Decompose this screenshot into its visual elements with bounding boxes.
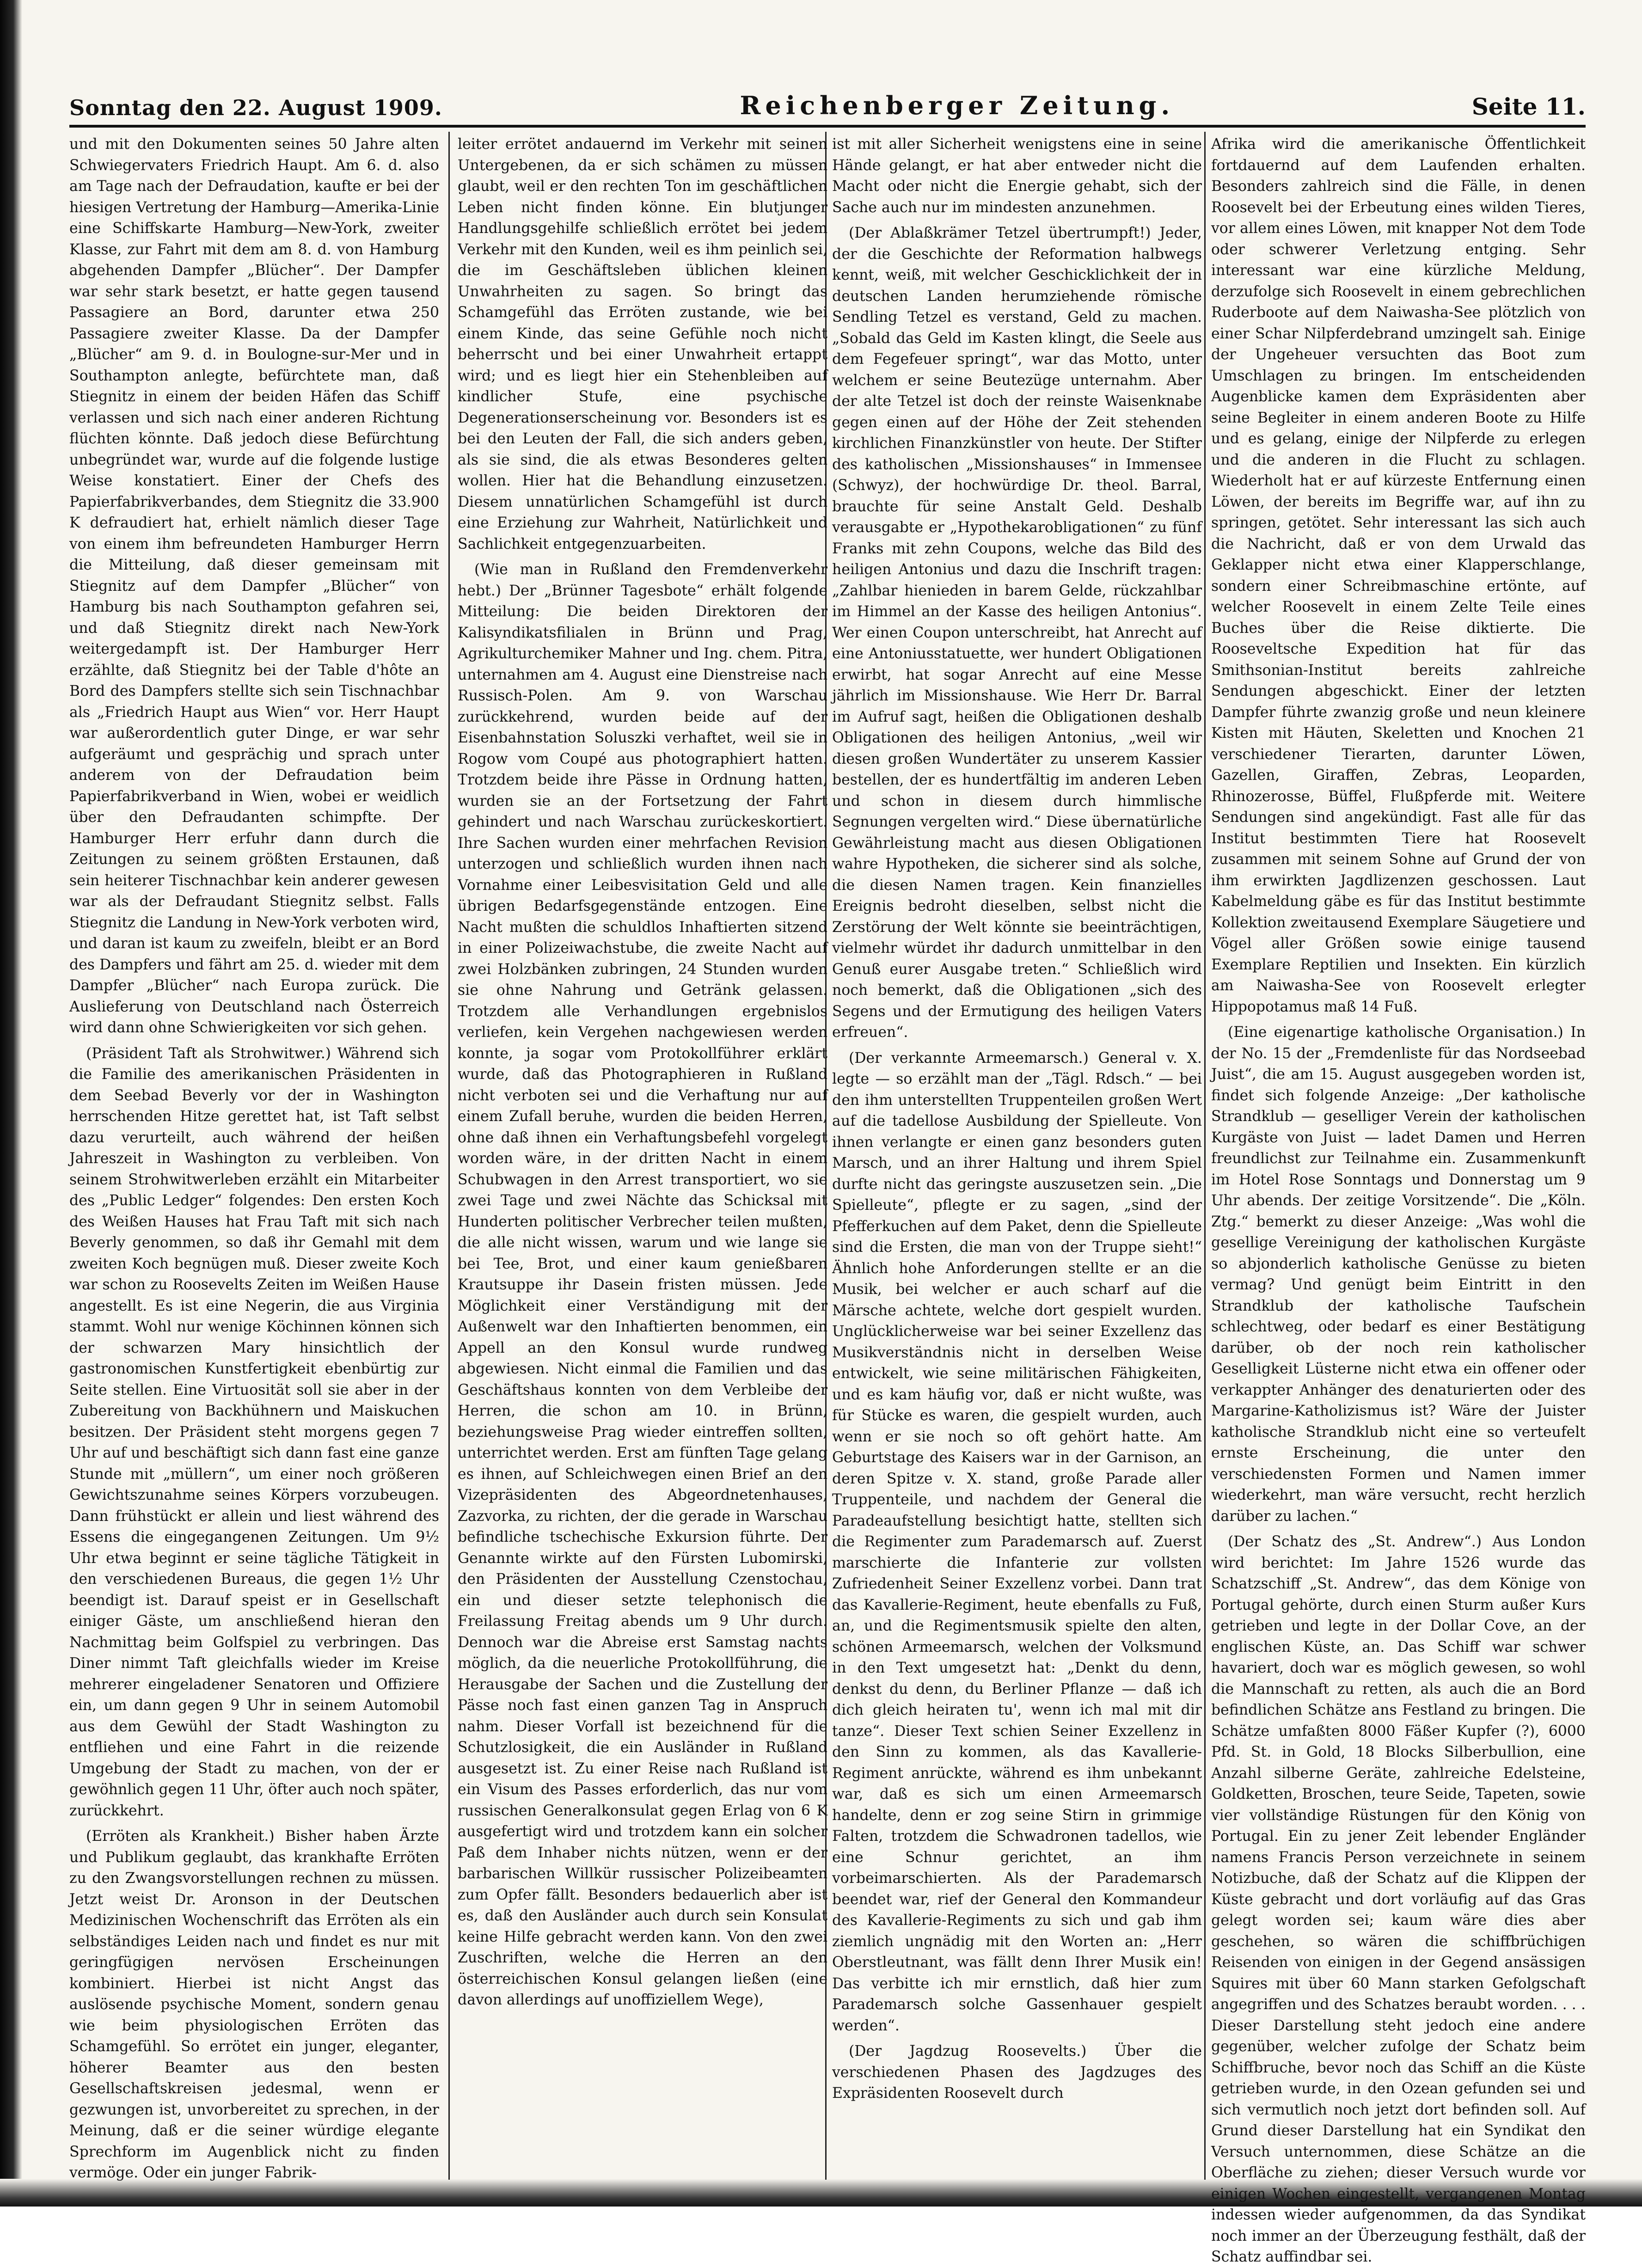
- article-paragraph: (Erröten als Krankheit.) Bisher haben Ärzte und Publikum geglaubt, das krankhafte Erröten zu den Zwangsvorstellungen rechnen zu müssen. Jetzt weist Dr. Aronson in der Deutschen Medizinischen Wochenschrift das Erröten als ein selbständiges Leiden nach und findet es nur mit geringfügigen nervösen Erscheinungen kombiniert. Hierbei ist nicht Angst das auslösende psychische Moment, sondern genau wie beim physiologischen Erröten das Schamgefühl. So errötet ein junger, eleganter, höherer Beamter aus den besten Gesellschaftskreisen jedesmal, wenn er gezwungen ist, unvorbereitet zu sprechen, in der Meinung, daß er die seiner würdige elegante Sprechform im Augenblick nicht zu finden vermöge. Oder ein junger Fabrik-: [69, 1828, 439, 2181]
- article-paragraph: (Eine eigenartige katholische Organisation.) In der No. 15 der „Fremdenliste für das Nordseebad Juist“, die am 15. August ausgegeben worden ist, findet sich folgende Anzeige: „Der katholische Strandklub — geselliger Verein der katholischen Kurgäste von Juist — ladet Damen und Herren freundlichst zur Teilnahme ein. Zusammenkunft im Hotel Rose Sonntags und Donnerstag um 9 Uhr abends. Der zeitige Vorsitzende“. Die „Köln. Ztg.“ bemerkt zu dieser Anzeige: „Was wohl die gesellige Vereinigung der katholischen Kurgäste so abjonderlich katholische Genüsse zu bieten vermag? Und genügt beim Eintritt in den Strandklub der katholische Taufschein schlechtweg, oder bedarf es einer Bestätigung darüber, ob der noch rein katholischer Geselligkeit Lüsterne nicht etwa ein offener oder verkappter Anhänger des denaturierten oder des Margarine-Katholizismus ist? Wäre der Juister katholische Strandklub nicht eine so verteufelt ernste Erscheinung, die unter den verschiedensten Formen und Namen immer wiederkehrt, man wäre versucht, recht herzlich darüber zu lachen.“: [1211, 1024, 1586, 1525]
- page-header: [69, 79, 1586, 120]
- scan-edge-left: [0, 0, 22, 2207]
- column-divider: [448, 132, 450, 2180]
- article-paragraph: und mit den Dokumenten seines 50 Jahre alten Schwiegervaters Friedrich Haupt. Am 6. d. also am Tage nach der Defraudation, kaufte er bei der hiesigen Vertretung der Hamburg—Amerika-Linie eine Schiffskarte Hamburg—New-York, zweiter Klasse, zur Fahrt mit dem am 8. d. von Hamburg abgehenden Dampfer „Blücher“. Der Dampfer war sehr stark besetzt, er hatte gegen tausend Passagiere an Bord, darunter etwa 250 Passagiere zweiter Klasse. Da der Dampfer „Blücher“ am 9. d. in Boulogne-sur-Mer und in Southampton anlegte, befürchtete man, daß Stiegnitz in einem der beiden Häfen das Schiff verlassen und sich nach einer anderen Richtung flüchten könnte. Daß jedoch diese Befürchtung unbegründet war, wurde auf die folgende lustige Weise konstatiert. Einer der Chefs des Papierfabrikverbandes, dem Stiegnitz die 33.900 K defraudiert hat, erhielt nämlich dieser Tage von einem ihm befreundeten Hamburger Herrn die Mitteilung, daß dieser gemeinsam mit Stiegnitz auf dem Dampfer „Blücher“ von Hamburg bis nach Southampton gefahren sei, und daß Stiegnitz direkt nach New-York weitergedampft ist. Der Hamburger Herr erzählte, daß Stiegnitz bei der Table d'hôte an Bord des Dampfers stellte sich sein Tischnachbar als „Friedrich Haupt aus Wien“ vor. Herr Haupt war außerordentlich guter Dinge, er war sehr aufgeräumt und gesprächig und sprach unter anderem von der Defraudation beim Papierfabrikverband in Wien, wobei er weidlich über den Defraudanten schimpfte. Der Hamburger Herr erfuhr dann durch die Zeitungen zu seinem größten Erstaunen, daß sein heiterer Tischnachbar kein anderer gewesen war als der Defraudant Stiegnitz selbst. Falls Stiegnitz die Landung in New-York verboten wird, und daran ist kaum zu zweifeln, bleibt er an Bord des Dampfers und fährt am 25. d. wieder mit dem Dampfer „Blücher“ nach Europa zurück. Die Auslieferung von Deutschland nach Österreich wird dann ohne Schwierigkeiten vor sich gehen.: [69, 136, 439, 1036]
- article-paragraph: (Der Schatz des „St. Andrew“.) Aus London wird berichtet: Im Jahre 1526 wurde das Schatzschiff „St. Andrew“, das dem Könige von Portugal gehörte, durch einen Sturm außer Kurs getrieben und legte in der Dollar Cove, an der englischen Küste, an. Das Schiff war schwer havariert, doch war es möglich gewesen, so wohl die Mannschaft zu retten, als auch die an Bord befindlichen Schätze ans Festland zu bringen. Die Schätze umfaßten 8000 Fäßer Kupfer (?), 6000 Pfd. St. in Gold, 18 Blocks Silberbullion, eine Anzahl silberne Geräte, zahlreiche Edelsteine, Goldketten, Broschen, teure Seide, Tapeten, sowie vier vollständige Rüstungen für den König von Portugal. Ein zu jener Zeit lebender Engländer namens Francis Person verzeichnete in seinem Notizbuche, daß der Schatz auf die Klippen der Küste gebracht und dort vorläufig auf das Gras gelegt worden sei; kaum wäre dies aber geschehen, so wären die schiffbrüchigen Reisenden von einigen in der Gegend ansässigen Squires mit über 60 Mann starken Gefolgschaft angegriffen und des Schatzes beraubt worden. . . . Dieser Darstellung steht jedoch eine andere gegenüber, welcher zufolge der Schatz beim Schiffbruche, bevor noch das Schiff an die Küste getrieben wurde, in den Ozean gefunden sei und sich vermutlich noch jetzt dort befinden soll. Auf Grund dieser Darstellung hat ein Syndikat den Versuch unternommen, diese Schätze an die Oberfläche zu ziehen; dieser Versuch wurde vor einigen Wochen eingestellt, vergangenen Montag indessen wieder aufgenommen, da das Syndikat noch immer an der Überzeugung festhält, daß der Schatz auffindbar sei.: [1211, 1533, 1586, 2265]
- article-paragraph: (Wie man in Rußland den Fremdenverkehr hebt.) Der „Brünner Tagesbote“ erhält folgende Mitteilung: Die beiden Direktoren der Kalisyndikatsfilialen in Brünn und Prag, Agrikulturchemiker Mahner und Ing. chem. Pitra, unternahmen am 4. August eine Dienstreise nach Russisch-Polen. Am 9. von Warschau zurückkehrend, wurden beide auf der Eisenbahnstation Soluszki verhaftet, weil sie in Rogow vom Coupé aus photographiert hatten. Trotzdem beide ihre Pässe in Ordnung hatten, wurden sie an der Fortsetzung der Fahrt gehindert und nach Warschau zurückeskortiert. Ihre Sachen wurden einer mehrfachen Revision unterzogen und schließlich wurden ihnen nach Vornahme einer Leibesvisitation Geld und alle übrigen Bedarfsgegenstände entzogen. Eine Nacht mußten die schuldlos Inhaftierten sitzend in einer Polizeiwachstube, die zweite Nacht auf zwei Holzbänken zubringen, 24 Stunden wurden sie ohne Nahrung und Getränk gelassen. Trotzdem alle Verhandlungen ergebnislos verliefen, kein Vergehen nachgewiesen werden konnte, ja sogar vom Protokollführer erklärt wurde, daß das Photographieren in Rußland nicht verboten sei und die Verhaftung nur auf einem Zufall beruhe, wurden die beiden Herren, ohne daß ihnen ein Verhaftungsbefehl vorgelegt worden wäre, in der dritten Nacht in einem Schubwagen in den Arrest transportiert, wo sie zwei Tage und zwei Nächte das Schicksal mit Hunderten politischer Verbrecher teilen mußten, die alle nicht wissen, warum und wie lange sie bei Tee, Brot, und einer kaum genießbaren Krautsuppe ihr Dasein fristen müssen. Jede Möglichkeit einer Verständigung mit der Außenwelt war den Inhaftierten benommen, ein Appell an den Konsul wurde rundweg abgewiesen. Nicht einmal die Familien und das Geschäftshaus konnten von dem Verbleibe der Herren, die schon am 10. in Brünn, beziehungsweise Prag wieder eintreffen sollten, unterrichtet werden. Erst am fünften Tage gelang es ihnen, auf Schleichwegen einen Brief an den Vizepräsidenten des Abgeordnetenhauses, Zazvorka, zu richten, der die gerade in Warschau befindliche tschechische Exkursion führte. Der Genannte wirkte auf den Fürsten Lubomirski, den Präsidenten der Ausstellung Czenstochau, ein und dieser setzte telephonisch die Freilassung Freitag abends um 9 Uhr durch. Dennoch war die Abreise erst Samstag nachts möglich, da die neuerliche Protokollführung, die Herausgabe der Sachen und die Zustellung der Pässe noch fast einen ganzen Tag in Anspruch nahm. Dieser Vorfall ist bezeichnend für die Schutzlosigkeit, die ein Ausländer in Rußland ausgesetzt ist. Zu einer Reise nach Rußland ist ein Visum des Passes erforderlich, das nur vom russischen Generalkonsulat gegen Erlag von 6 K ausgefertigt wird und trotzdem kann ein solcher Paß dem Inhaber nichts nützen, wenn er der barbarischen Willkür russischer Polizeibeamten zum Opfer fällt. Besonders bedauerlich aber ist es, daß den Ausländer auch durch sein Konsulat keine Hilfe gebracht werden kann. Von den zwei Zuschriften, welche die Herren an den österreichischen Konsul gelangen ließen (eine davon allerdings auf unoffiziellem Wege),: [458, 561, 827, 2008]
- column-3: [832, 134, 1202, 2168]
- article-paragraph: Afrika wird die amerikanische Öffentlichkeit fortdauernd auf dem Laufenden erhalten. Besonders zahlreich sind die Fälle, in denen Roosevelt bei der Erbeutung eines wilden Tieres, vor allem eines Löwen, mit knapper Not dem Tode oder schwerer Verletzung entging. Sehr interessant war eine kürzliche Meldung, derzufolge sich Roosevelt in einem gebrechlichen Ruderboote auf dem Naiwasha-See plötzlich von einer Schar Nilpferdebrand umzingelt sah. Einige der Ungeheuer versuchten das Boot zum Umschlagen zu bringen. Im entscheidenden Augenblicke kamen dem Expräsidenten aber seine Begleiter in einem anderen Boote zu Hilfe und es gelang, einige der Nilpferde zu erlegen und die anderen in die Flucht zu schlagen. Wiederholt hat er auf kürzeste Entfernung einen Löwen, der bereits im Begriffe war, auf ihn zu springen, getötet. Sehr interessant las sich auch die Nachricht, daß er von dem Urwald das Geklapper nicht etwa einer Klapperschlange, sondern einer Schreibmaschine ertönte, auf welcher Roosevelt in einem Zelte Teile eines Buches über die Reise diktierte. Die Rooseveltsche Expedition hat für das Smithsonian-Institut bereits zahlreiche Sendungen abgeschickt. Einer der letzten Dampfer führte zwanzig große und neun kleinere Kisten mit Häuten, Skeletten und Knochen 21 verschiedener Tierarten, darunter Löwen, Gazellen, Giraffen, Zebras, Leoparden, Rhinozerosse, Büffel, Flußpferde mit. Weitere Sendungen sind angekündigt. Fast alle für das Institut bestimmten Tiere hat Roosevelt zusammen mit seinem Sohne auf Grund der von ihm erwirkten Jagdlizenzen geschossen. Laut Kabelmeldung gäbe es für das Institut bestimmte Kollektion zweitausend Exemplare Säugetiere und Vögel aller Größen sowie einige tausend Exemplare Reptilien und Insekten. Ein kürzlich am Naiwasha-See von Roosevelt erlegter Hippopotamus maß 14 Fuß.: [1211, 136, 1586, 1015]
- column-divider: [1204, 132, 1206, 2180]
- article-paragraph: ist mit aller Sicherheit wenigstens eine in seine Hände gelangt, er hat aber entweder nicht die Macht oder nicht die Energie gehabt, sich der Sache auch nur im mindesten anzunehmen.: [832, 136, 1202, 216]
- article-paragraph: leiter errötet andauernd im Verkehr mit seinen Untergebenen, da er sich schämen zu müssen glaubt, weil er den rechten Ton im geschäftlichen Leben nicht finden könne. Ein blutjunger Handlungsgehilfe schließlich errötet bei jedem Verkehr mit den Kunden, weil es ihm peinlich sei, die im Geschäftsleben üblichen kleinen Unwahrheiten zu sagen. So bringt das Schamgefühl das Erröten zustande, wie bei einem Kinde, das seine Gefühle noch nicht beherrscht und bei einer Unwahrheit ertappt wird; und es liegt hier ein Stehenbleiben auf kindlicher Stufe, eine psychische Degenerationserscheinung vor. Besonders ist es bei den Leuten der Fall, die sich anders geben, als sie sind, die als etwas Besonderes gelten wollen. Hier hat die Behandlung einzusetzen. Diesem unnatürlichen Schamgefühl ist durch eine Erziehung zur Wahrheit, Natürlichkeit und Sachlichkeit entgegenzuarbeiten.: [458, 136, 827, 552]
- article-paragraph: (Präsident Taft als Strohwitwer.) Während sich die Familie des amerikanischen Präsidenten in dem Seebad Beverly vor der in Washington herrschenden Hitze gerettet hat, ist Taft selbst dazu verurteilt, auch während der heißen Jahreszeit in Washington zu verbleiben. Von seinem Strohwitwerleben erzählt ein Mitarbeiter des „Public Ledger“ folgendes: Den ersten Koch des Weißen Hauses hat Frau Taft mit sich nach Beverly genommen, so daß ihr Gemahl mit dem zweiten Koch begnügen muß. Dieser zweite Koch war schon zu Roosevelts Zeiten im Weißen Hause angestellt. Es ist eine Negerin, die aus Virginia stammt. Wohl nur wenige Köchinnen können sich der schwarzen Mary hinsichtlich der gastronomischen Kunstfertigkeit ebenbürtig zur Seite stellen. Eine Virtuosität soll sie aber in der Zubereitung von Backhühnern und Maiskuchen besitzen. Der Präsident steht morgens gegen 7 Uhr auf und beschäftigt sich dann fast eine ganze Stunde mit „müllern“, um einer noch größeren Gewichtszunahme seines Körpers vorzubeugen. Dann frühstückt er allein und liest während des Essens die eingegangenen Zeitungen. Um 9½ Uhr etwa beginnt er seine tägliche Tätigkeit in den verschiedenen Bureaus, die gegen 1½ Uhr beendigt ist. Darauf speist er in Gesellschaft einiger Gäste, um anschließend hieran den Nachmittag beim Golfspiel zu verbringen. Das Diner nimmt Taft gleichfalls wieder im Kreise mehrerer eingeladener Senatoren und Offiziere ein, um dann gegen 9 Uhr in seinem Automobil aus dem Gewühl der Stadt Washington zu entfliehen und eine Fahrt in die reizende Umgebung der Stadt zu machen, von der er gewöhnlich gegen 11 Uhr, öfter auch noch später, zurückkehrt.: [69, 1045, 439, 1819]
- article-paragraph: (Der verkannte Armeemarsch.) General v. X. legte — so erzählt man der „Tägl. Rdsch.“ — bei den ihm unterstellten Truppenteilen großen Wert auf die tadellose Ausbildung der Spielleute. Von ihnen verlangte er einen ganz besonders guten Marsch, und an ihrer Haltung und ihrem Spiel durfte nicht das geringste auszusetzen sein. „Die Spielleute“, pflegte er zu sagen, „sind der Pfefferkuchen auf dem Paket, denn die Spielleute sind die Ersten, die man von der Truppe sieht!“ Ähnlich hohe Anforderungen stellte er an die Musik, bei welcher er auch scharf auf die Märsche achtete, welche dort gespielt wurden. Unglücklicherweise war bei seiner Exzellenz das Musikverständnis nicht in derselben Weise entwickelt, wie seine militärischen Fähigkeiten, und es kam häufig vor, daß er nicht wußte, was für Stücke es waren, die gespielt wurden, auch wenn er sie noch so oft gehört hatte. Am Geburtstage des Kaisers war in der Garnison, an deren Spitze v. X. stand, große Parade aller Truppenteile, und nachdem der General die Paradeaufstellung besichtigt hatte, stellten sich die Regimenter zum Parademarsch auf. Zuerst marschierte die Infanterie zur vollsten Zufriedenheit Seiner Exzellenz vorbei. Dann trat das Kavallerie-Regiment, heute ebenfalls zu Fuß, an, und die Regimentsmusik spielte den alten, schönen Armeemarsch, welchen der Volksmund in den Text umgesetzt hat: „Denkt du denn, denkst du denn, du Berliner Pflanze — daß ich dich gleich heiraten tu', wenn ich mal mit dir tanze“. Dieser Text schien Seiner Exzellenz in den Sinn zu kommen, als das Kavallerie-Regiment anrückte, während es ihm unbekannt war, daß es sich um einen Armeemarsch handelte, denn er zog seine Stirn in grimmige Falten, trotzdem die Schwadronen tadellos, wie eine Schnur gerichtet, an ihm vorbeimarschierten. Als der Parademarsch beendet war, rief der General den Kommandeur des Kavallerie-Regiments zu sich und gab ihm ziemlich ungnädig mit den Worten an: „Herr Oberstleutnant, was fällt denn Ihrer Musik ein! Das verbitte ich mir ernstlich, daß hier zum Parademarsch solche Gassenhauer gespielt werden“.: [832, 1049, 1202, 2034]
- article-paragraph: (Der Jagdzug Roosevelts.) Über die verschiedenen Phasen des Jagdzuges des Expräsidenten Roosevelt durch: [832, 2043, 1202, 2102]
- column-1: [69, 134, 439, 2181]
- issue-date: Sonntag den 22. August 1909.: [69, 95, 442, 120]
- article-paragraph: (Der Ablaßkrämer Tetzel übertrumpft!) Jeder, der die Geschichte der Reformation halbwegs kennt, weiß, mit welcher Geschicklichkeit der in deutschen Landen herumziehende römische Sendling Tetzel es verstand, Geld zu machen. „Sobald das Geld im Kasten klingt, die Seele aus dem Fegefeuer springt“, war das Motto, unter welchem er seine Beutezüge unternahm. Aber der alte Tetzel ist doch der reinste Waisenknabe gegen einen auf der Höhe der Zeit stehenden kirchlichen Finanzkünstler von heute. Der Stifter des katholischen „Missionshauses“ in Immensee (Schwyz), der hochwürdige Dr. theol. Barral, brauchte für seine Anstalt Geld. Deshalb verausgabte er „Hypothekarobligationen“ zu fünf Franks mit zehn Coupons, welche das Bild des heiligen Antonius und dazu die Inschrift tragen: „Zahlbar hienieden in barem Gelde, rückzahlbar im Himmel an der Kasse des heiligen Antonius“. Wer einen Coupon unterschreibt, hat Anrecht auf eine Antoniusstatuette, wer hundert Obligationen erwirbt, hat sogar Anrecht auf eine Messe jährlich im Missionshause. Wie Herr Dr. Barral im Aufruf sagt, heißen die Obligationen deshalb Obligationen des heiligen Antonius, „weil wir diesen großen Wundertäter zu unserem Kassier bestellen, der es hundertfältig im anderen Leben und schon in diesem durch himmlische Segnungen vergelten wird.“ Diese übernatürliche Gewährleistung macht aus diesen Obligationen wahre Hypotheken, die sicherer sind als solche, die diesen Namen tragen. Kein finanzielles Ereignis bedroht dieselben, selbst nicht die Zerstörung der Welt könnte sie beeinträchtigen, vielmehr würdet ihr dadurch unmittelbar in den Genuß eurer Ausgabe treten.“ Schließlich wird noch bemerkt, daß die Obligationen „sich des Segens und der Ermutigung des heiligen Vaters erfreuen“.: [832, 225, 1202, 1041]
- header-rule: [69, 125, 1586, 128]
- newspaper-title: Reichenberger Zeitung.: [740, 91, 1175, 120]
- column-4: [1211, 134, 1586, 2265]
- page-number: Seite 11.: [1471, 93, 1586, 120]
- column-2: [458, 134, 827, 2168]
